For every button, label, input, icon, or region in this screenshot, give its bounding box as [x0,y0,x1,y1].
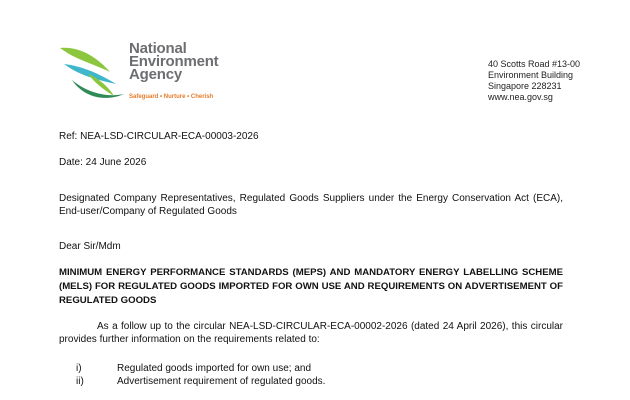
logo-line-2: Environment [129,53,219,70]
list-text: Regulated goods imported for own use; and [117,363,312,374]
salutation: Dear Sir/Mdm [59,241,121,252]
list-number: i) [76,363,82,374]
logo-name [129,42,218,81]
reference-number: Ref: NEA-LSD-CIRCULAR-ECA-00003-2026 [59,131,259,142]
address-line: 40 Scotts Road #13-00 [488,59,581,69]
logo-line-1: National [129,40,187,57]
list-item [76,362,325,375]
logo-line-3: Agency [129,66,182,83]
address-line: Environment Building [488,70,574,80]
letter-date: Date: 24 June 2026 [59,157,147,168]
subject-heading: MINIMUM ENERGY PERFORMANCE STANDARDS (MEPS) AND MANDATORY ENERGY LABELLING SCHEME (MELS) FOR REGULATED GOODS IMPORTED FOR OWN USE AND REQUIREMENTS ON ADVERTISEMENT OF REGULATED GOODS [59,267,563,306]
list-number: ii) [76,376,84,387]
recipients: Designated Company Representatives, Regulated Goods Suppliers under the Energy Conservation Act (ECA), End-user/Company of Regulated Goods [59,193,563,217]
address-line: Singapore 228231 [488,81,562,91]
list-item [76,375,325,388]
list-text: Advertisement requirement of regulated goods. [117,376,326,387]
agency-address [488,59,580,103]
logo-tagline: Safeguard • Nurture • Cherish [129,94,214,100]
nea-swoosh-icon [58,44,128,104]
nea-logo [58,42,228,106]
address-website: www.nea.gov.sg [488,92,553,102]
requirements-list [76,362,325,388]
body-paragraph: As a follow up to the circular NEA-LSD-CIRCULAR-ECA-00002-2026 (dated 24 April 2026), this circular provides further information on the requirements related to: [59,321,563,345]
